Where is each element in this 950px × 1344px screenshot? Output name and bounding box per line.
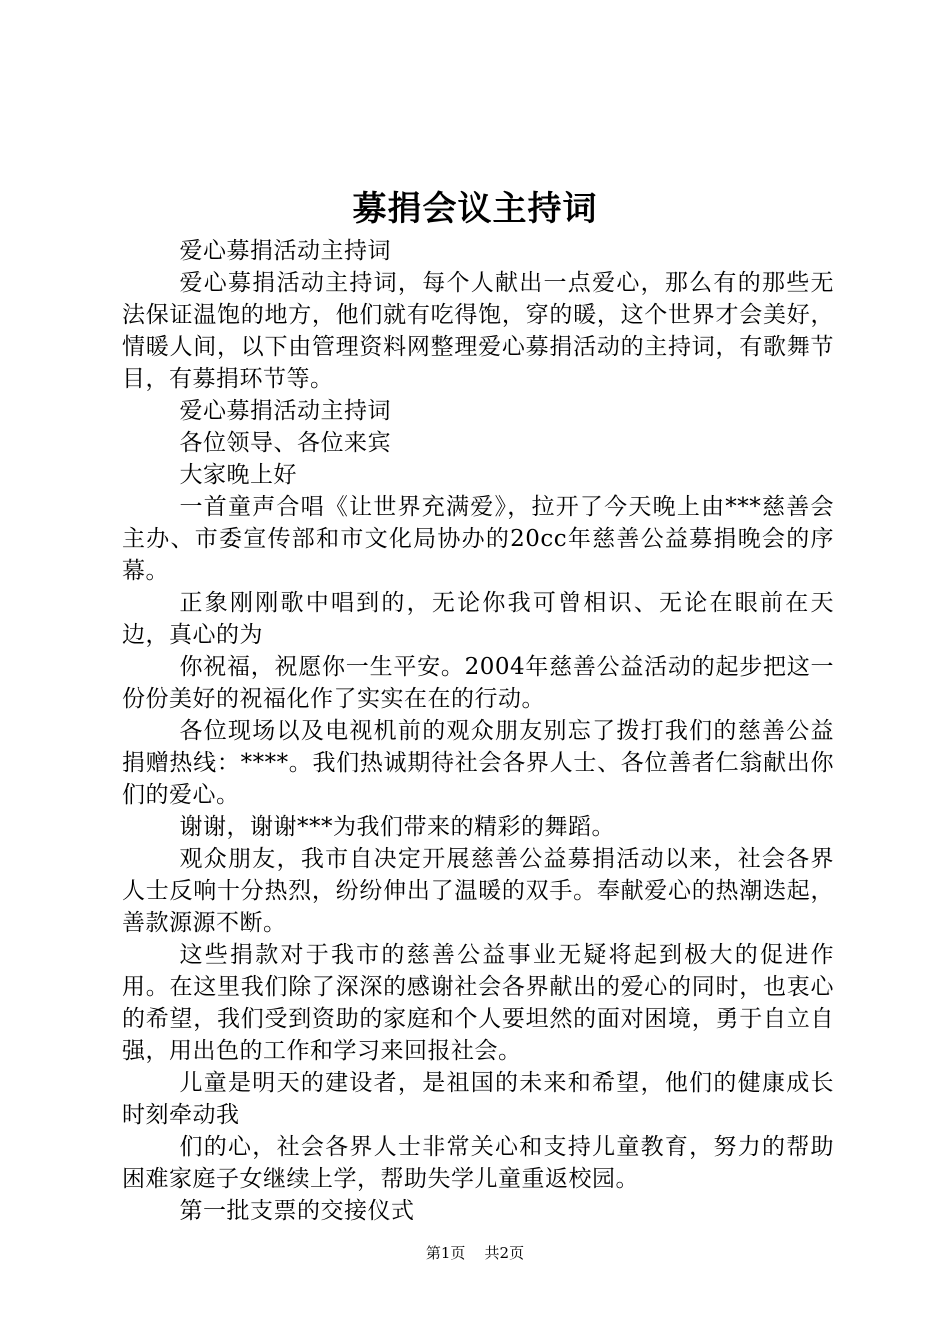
page-total: 共2页 bbox=[484, 1244, 525, 1262]
paragraph: 爱心募捐活动主持词，每个人献出一点爱心，那么有的那些无法保证温饱的地方，他们就有吃得饱，穿的暖，这个世界才会美好，情暖人间，以下由管理资料网整理爱心募捐活动的主持词，有歌舞节目，有募捐环节等。 bbox=[122, 270, 834, 392]
page-number: 第1页 bbox=[425, 1244, 466, 1262]
document-body bbox=[122, 235, 834, 1227]
page-separator bbox=[470, 1244, 480, 1262]
document-title: 募捐会议主持词 bbox=[352, 189, 598, 229]
paragraph: 谢谢，谢谢***为我们带来的精彩的舞蹈。 bbox=[179, 814, 615, 840]
paragraph: 你祝福，祝愿你一生平安。2004年慈善公益活动的起步把这一份份美好的祝福化作了实实在在的行动。 bbox=[122, 654, 834, 712]
paragraph: 爱心募捐活动主持词 bbox=[179, 398, 391, 424]
paragraph: 各位领导、各位来宾 bbox=[179, 430, 391, 456]
paragraph: 第一批支票的交接仪式 bbox=[179, 1198, 415, 1224]
paragraph: 大家晚上好 bbox=[179, 462, 297, 488]
paragraph: 各位现场以及电视机前的观众朋友别忘了拨打我们的慈善公益捐赠热线：****。我们热诚期待社会各界人士、各位善者仁翁献出你们的爱心。 bbox=[122, 718, 834, 808]
paragraph: 这些捐款对于我市的慈善公益事业无疑将起到极大的促进作用。在这里我们除了深深的感谢社会各界献出的爱心的同时，也衷心的希望，我们受到资助的家庭和个人要坦然的面对困境，勇于自立自强，用出色的工作和学习来回报社会。 bbox=[122, 942, 834, 1064]
paragraph: 一首童声合唱《让世界充满爱》，拉开了今天晚上由***慈善会主办、市委宣传部和市文化局协办的20cc年慈善公益募捐晚会的序幕。 bbox=[122, 494, 834, 584]
paragraph: 爱心募捐活动主持词 bbox=[179, 238, 391, 264]
paragraph: 正象刚刚歌中唱到的，无论你我可曾相识、无论在眼前在天边，真心的为 bbox=[122, 590, 834, 648]
paragraph: 观众朋友，我市自决定开展慈善公益募捐活动以来，社会各界人士反响十分热烈，纷纷伸出了温暖的双手。奉献爱心的热潮迭起，善款源源不断。 bbox=[122, 846, 834, 936]
paragraph: 儿童是明天的建设者，是祖国的未来和希望，他们的健康成长时刻牵动我 bbox=[122, 1070, 834, 1128]
page-footer bbox=[0, 1241, 950, 1265]
paragraph: 们的心，社会各界人士非常关心和支持儿童教育，努力的帮助困难家庭子女继续上学，帮助失学儿童重返校园。 bbox=[122, 1134, 834, 1192]
